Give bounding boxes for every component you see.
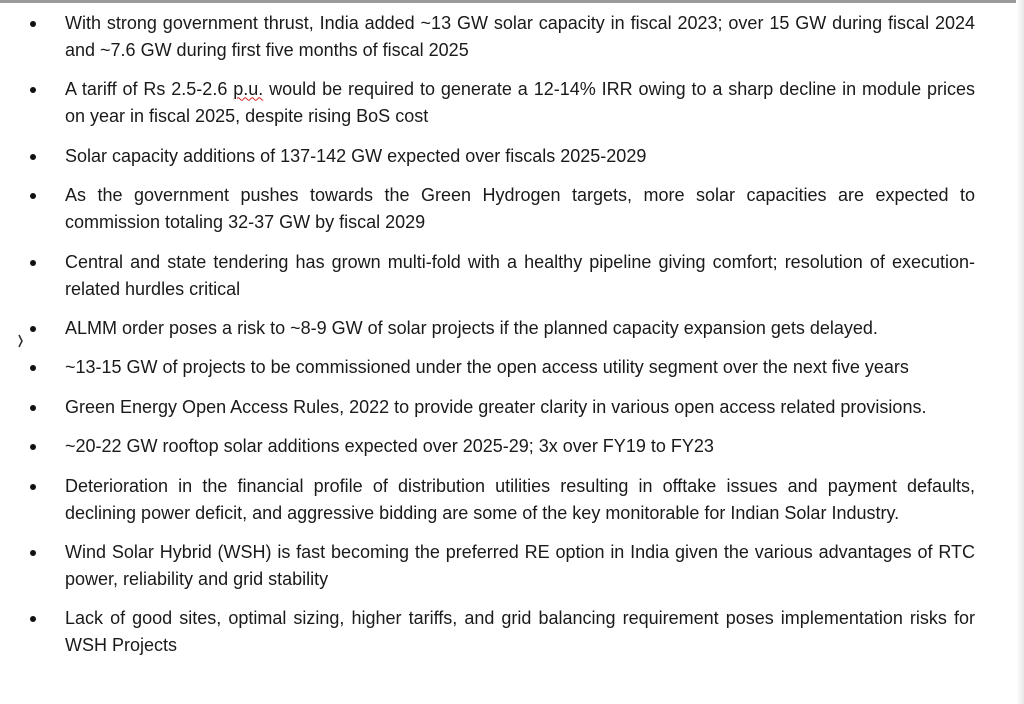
bullet-icon [30, 484, 36, 490]
list-item-text: ~20-22 GW rooftop solar additions expected over 2025-29; 3x over FY19 to FY23 [65, 436, 714, 457]
list-item-text-post: would be required to generate a 12-14% IRR owing to a sharp decline in module prices on year in fiscal 2025, despite rising BoS cost [65, 79, 975, 127]
list-item-text: ALMM order poses a risk to ~8-9 GW of solar projects if the planned capacity expansion gets delayed. [65, 317, 878, 338]
list-item-text-pre: A tariff of Rs 2.5-2.6 [65, 79, 234, 100]
list-item-8 [0, 394, 975, 421]
spellcheck-flagged-word[interactable]: p.u. [233, 79, 264, 100]
list-item-text: With strong government thrust, India added ~13 GW solar capacity in fiscal 2023; over 15 GW during fiscal 2024 and ~7.6 GW during first five months of fiscal 2025 [65, 13, 975, 60]
bullet-icon [30, 444, 36, 450]
bullet-icon [30, 365, 36, 371]
list-item-6 [0, 315, 975, 342]
change-bar-icon [18, 333, 24, 349]
list-item-7 [0, 354, 975, 381]
list-item-12 [0, 605, 975, 659]
list-item-text: As the government pushes towards the Green Hydrogen targets, more solar capacities are expected to commission totaling 32-37 GW by fiscal 2029 [65, 185, 975, 233]
list-item-4 [0, 182, 975, 236]
list-item-11 [0, 539, 975, 593]
list-item-text: Central and state tendering has grown multi-fold with a healthy pipeline giving comfort; resolution of execution-related hurdles critical [65, 251, 975, 299]
list-item-text: Wind Solar Hybrid (WSH) is fast becoming the preferred RE option in India given the various advantages of RTC power, reliability and grid stability [65, 541, 975, 589]
bullet-icon [30, 326, 36, 332]
list-item-text: Lack of good sites, optimal sizing, higher tariffs, and grid balancing requirement poses implementation risks for WSH Projects [65, 608, 975, 656]
list-item-5 [0, 249, 975, 303]
list-item-3 [0, 143, 975, 170]
list-item-9 [0, 433, 975, 460]
bullet-icon [30, 87, 36, 93]
bullet-icon [30, 154, 36, 160]
bullet-icon [30, 260, 36, 266]
bullet-icon [30, 550, 36, 556]
list-item-2 [0, 76, 975, 130]
list-item-text: Solar capacity additions of 137-142 GW expected over fiscals 2025-2029 [65, 145, 647, 166]
bullet-list [0, 10, 1024, 672]
bullet-icon [30, 193, 36, 199]
bullet-icon [30, 616, 36, 622]
list-item-text: Green Energy Open Access Rules, 2022 to provide greater clarity in various open access related provisions. [65, 396, 927, 417]
list-item-10 [0, 473, 975, 527]
list-item-1 [0, 10, 975, 64]
bullet-icon [30, 21, 36, 27]
list-item-text: Deterioration in the financial profile of distribution utilities resulting in offtake issues and payment defaults, declining power deficit, and aggressive bidding are some of the key monitorable for Indian Solar Industry. [65, 475, 975, 523]
list-item-text: ~13-15 GW of projects to be commissioned under the open access utility segment over the next five years [65, 357, 909, 378]
bullet-icon [30, 405, 36, 411]
